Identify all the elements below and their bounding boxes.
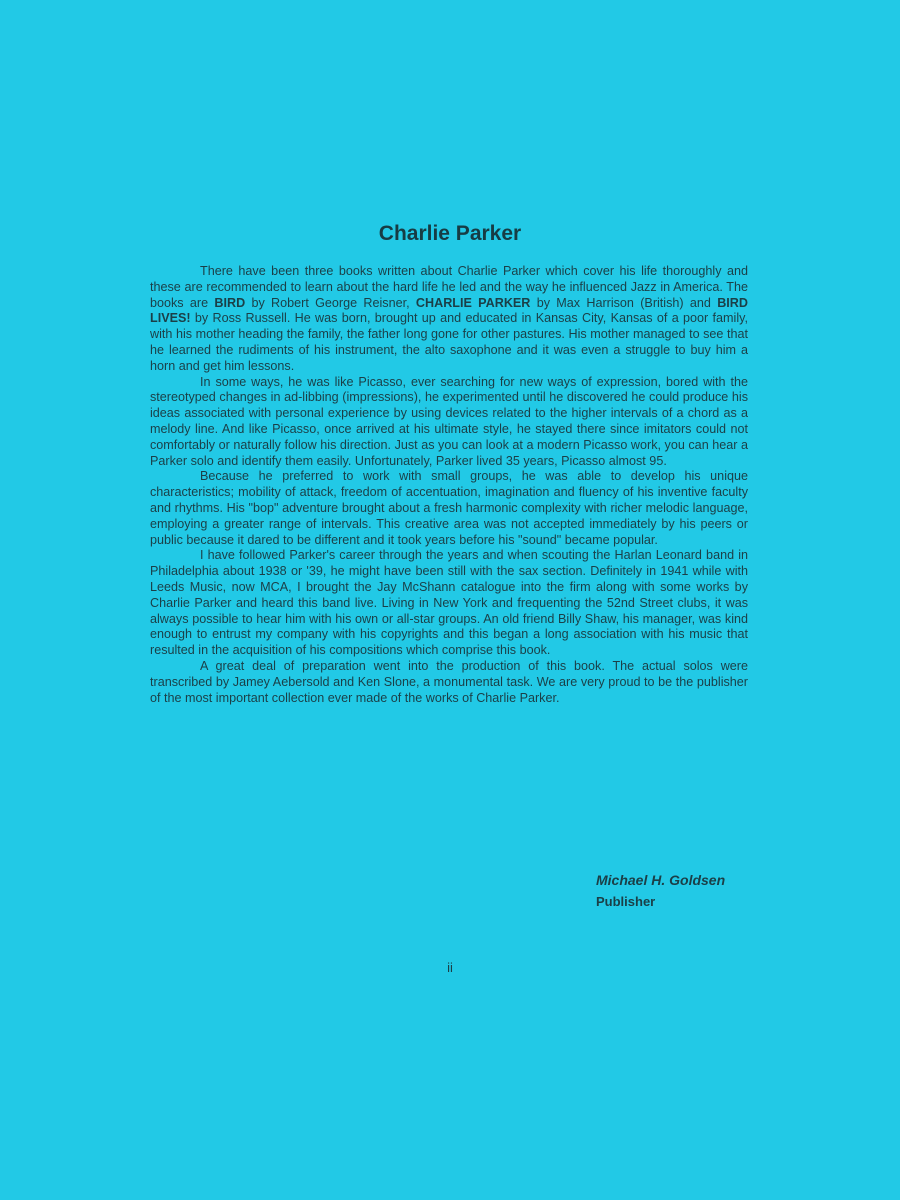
body-text — [150, 264, 748, 706]
paragraph-5: A great deal of preparation went into the production of this book. The actual solos were transcribed by Jamey Aebersold and Ken Slone, a monumental task. We are very proud to be the publisher of the most important collection ever made of the works of Charlie Parker. — [150, 658, 748, 705]
paragraph-1 — [150, 264, 748, 375]
paragraph-4: I have followed Parker's career through the years and when scouting the Harlan Leonard band in Philadelphia about 1938 or '39, he might have been still with the sax section. Definitely in 1941 while with Leeds Music, now MCA, I brought the Jay McShann catalogue into the firm along with some works by Charlie Parker and heard this band live. Living in New York and frequenting the 52nd Street clubs, it was always possible to hear him with his own or all-star groups. An old friend Billy Shaw, his manager, was kind enough to entrust my company with his copyrights and this began a long association with his music that resulted in the acquisition of his compositions which comprise this book. — [150, 548, 748, 658]
page-number: ii — [447, 960, 453, 975]
book-title-bird-lives: BIRD LIVES! — [150, 295, 748, 326]
signature-role: Publisher — [596, 894, 656, 909]
book-title-bird: BIRD — [214, 295, 246, 310]
book-title-charlie-parker: CHARLIE PARKER — [415, 295, 531, 310]
paragraph-1-part-b: by Robert George Reisner, — [245, 295, 416, 310]
page-title: Charlie Parker — [378, 222, 522, 245]
signature-name: Michael H. Goldsen — [596, 872, 726, 888]
paragraph-3: Because he preferred to work with small groups, he was able to develop his unique characteristics; mobility of attack, freedom of accentuation, imagination and fluency of his inventive faculty and rhythms. His "bop" adventure brought about a fresh harmonic complexity with richer melodic language, employing a greater range of intervals. This creative area was not accepted immediately by his peers or public because it dared to be different and it took years before his "sound" became popular. — [150, 469, 748, 547]
paragraph-1-part-d: by Ross Russell. He was born, brought up and educated in Kansas City, Kansas of a poor family, with his mother heading the family, the father long gone for other pastures. His mother managed to see that he learned the rudiments of his instrument, the alto saxophone and it was even a struggle to buy him a horn and get him lessons. — [150, 311, 748, 373]
paragraph-2: In some ways, he was like Picasso, ever searching for new ways of expression, bored with the stereotyped changes in ad-libbing (impressions), he experimented until he discovered he could produce his ideas associated with personal experience by using devices related to the higher intervals of a chord as a melody line. And like Picasso, once arrived at his ultimate style, he stayed there since imitators could not comfortably or naturally follow his direction. Just as you can look at a modern Picasso work, you can hear a Parker solo and identify them easily. Unfortunately, Parker lived 35 years, Picasso almost 95. — [150, 374, 748, 468]
paragraph-1-part-a: There have been three books written about Charlie Parker which cover his life thoroughly and these are recommended to learn about the hard life he led and the way he influenced Jazz in America. The books are — [150, 264, 748, 310]
paragraph-1-part-c: by Max Harrison (British) and — [530, 295, 718, 310]
